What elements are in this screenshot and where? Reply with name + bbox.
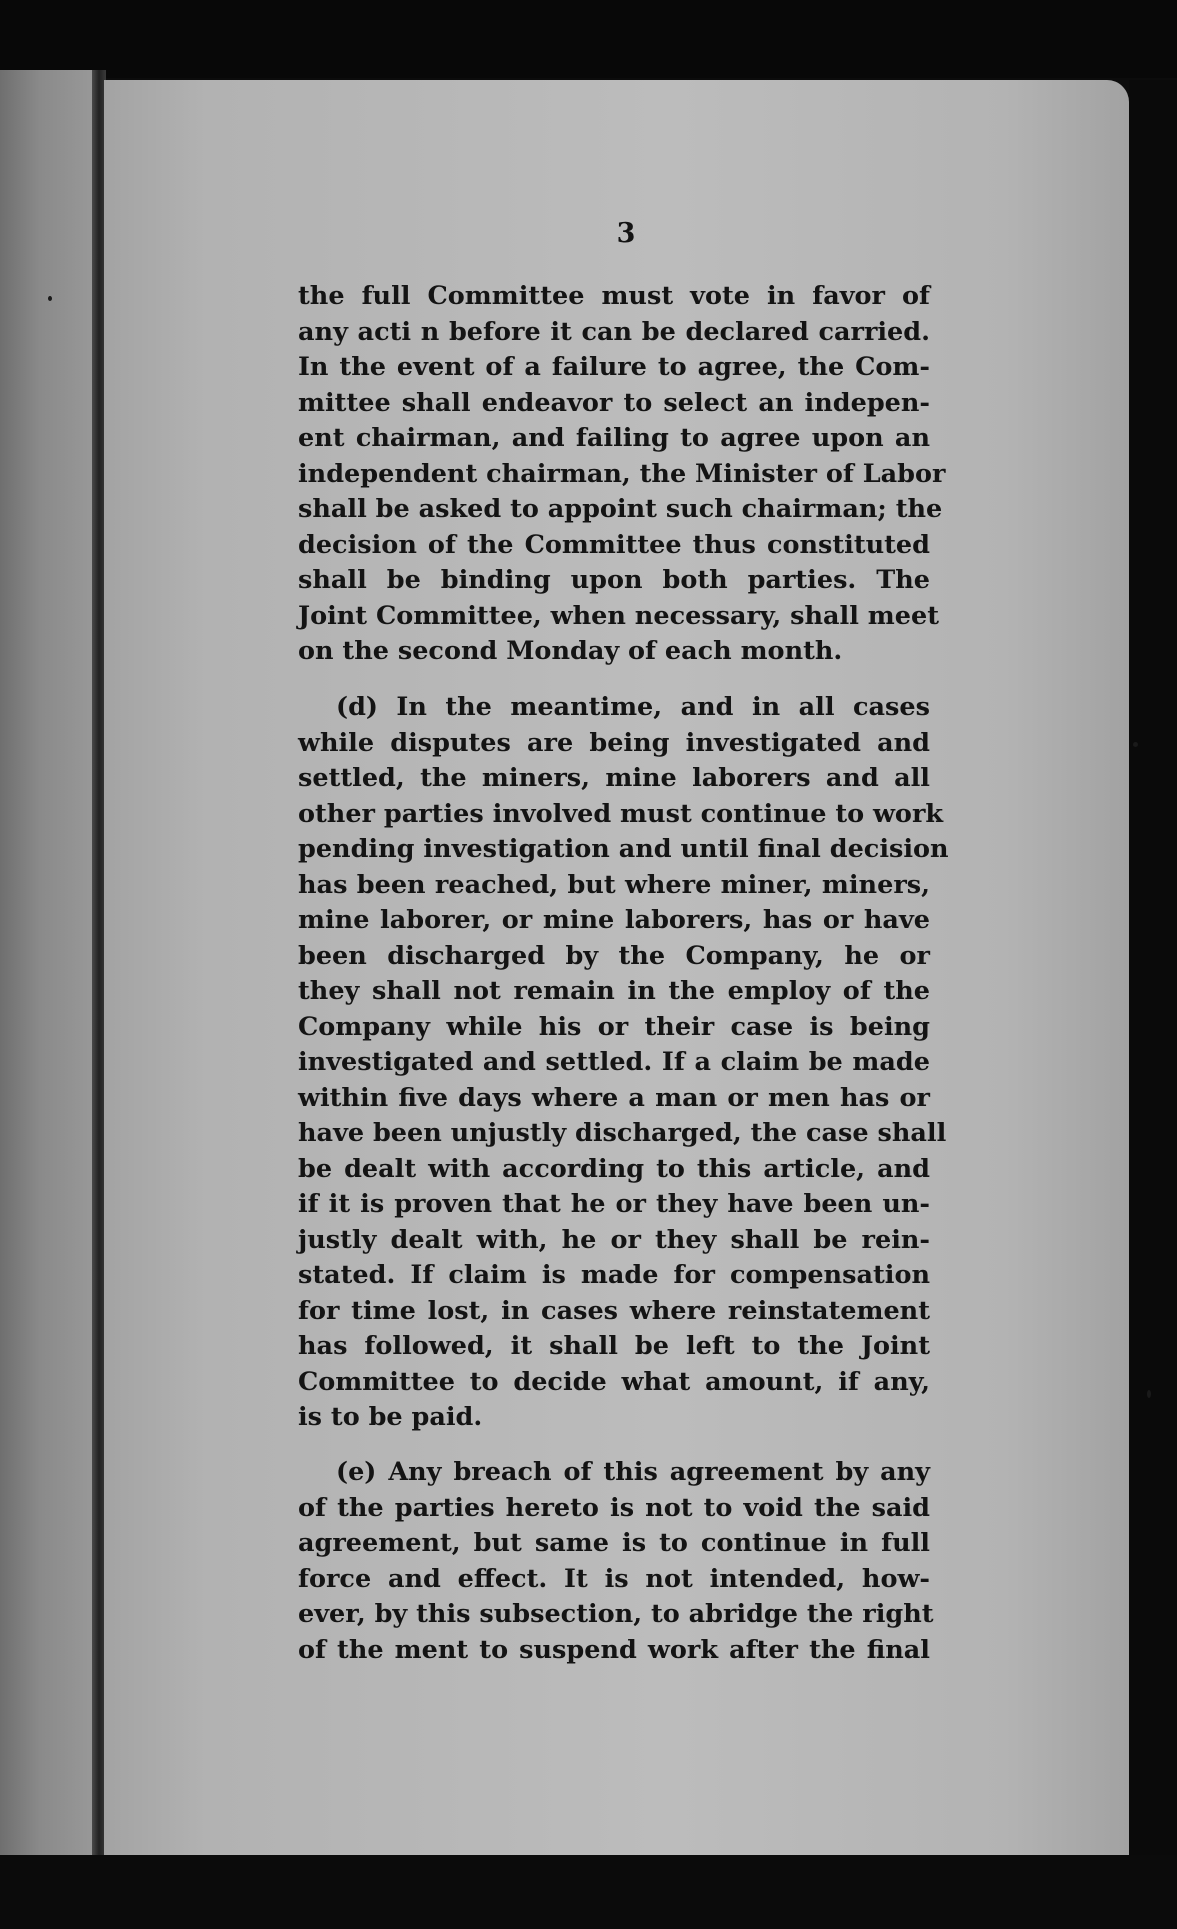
text-line: mittee shall endeavor to select an indepen- — [298, 387, 930, 418]
text-line: Joint Committee, when necessary, shall meet — [298, 600, 939, 631]
film-speck — [48, 296, 52, 301]
paragraph-e — [298, 1455, 934, 1668]
text-line: (d) In the meantime, and in all cases — [336, 692, 930, 722]
text-line: is to be paid. — [298, 1402, 483, 1432]
paragraph-d — [298, 690, 949, 1436]
text-line: independent chairman, the Minister of Labor — [298, 458, 946, 489]
text-line: been discharged by the Company, he or — [298, 940, 930, 971]
text-line: has been reached, but where miner, miners, — [298, 869, 930, 900]
text-line: any acti n before it can be declared carried. — [298, 316, 930, 347]
text-line: justly dealt with, he or they shall be rein- — [298, 1224, 930, 1255]
text-line: (e) Any breach of this agreement by any — [336, 1457, 930, 1487]
text-line: pending investigation and until final decision — [298, 834, 949, 864]
text-line: investigated and settled. If a claim be made — [298, 1047, 930, 1077]
film-speck — [1147, 1390, 1151, 1398]
text-line: ever, by this subsection, to abridge the right — [298, 1599, 934, 1629]
text-line: mine laborer, or mine laborers, has or have — [298, 905, 930, 935]
film-border-bottom — [0, 1855, 1177, 1929]
text-line: be dealt with according to this article, and — [298, 1153, 930, 1184]
text-line: other parties involved must continue to work — [298, 798, 944, 829]
text-line: In the event of a failure to agree, the Com- — [298, 352, 930, 382]
film-border-top — [0, 0, 1177, 78]
text-line: has followed, it shall be left to the Joint — [298, 1331, 930, 1361]
adjacent-page-edge — [0, 70, 100, 1870]
text-line: stated. If claim is made for compensation — [298, 1260, 930, 1290]
text-line: for time lost, in cases where reinstatement — [298, 1295, 930, 1326]
text-line: Committee to decide what amount, if any, — [298, 1366, 930, 1397]
text-line: of the parties hereto is not to void the said — [298, 1492, 930, 1523]
text-line: force and effect. It is not intended, how- — [298, 1563, 930, 1594]
text-line: shall be asked to appoint such chairman; the — [298, 494, 943, 524]
text-line: if it is proven that he or they have been un- — [298, 1189, 930, 1219]
text-line: have been unjustly discharged, the case shall — [298, 1118, 947, 1148]
text-line: Company while his or their case is being — [298, 1011, 930, 1042]
film-speck — [1133, 742, 1138, 747]
text-line: while disputes are being investigated and — [298, 727, 930, 758]
text-line: they shall not remain in the employ of the — [298, 976, 930, 1006]
text-line: ent chairman, and failing to agree upon an — [298, 423, 930, 453]
text-line: the full Committee must vote in favor of — [298, 281, 930, 311]
text-line: within five days where a man or men has or — [298, 1082, 930, 1113]
page-number: 3 — [616, 218, 636, 249]
text-line: on the second Monday of each month. — [298, 636, 843, 666]
text-line: shall be binding upon both parties. The — [298, 565, 930, 595]
text-line: settled, the miners, mine laborers and all — [298, 763, 930, 793]
film-border-right — [1129, 80, 1177, 1929]
paragraph-continuation — [298, 279, 946, 670]
text-line: agreement, but same is to continue in full — [298, 1528, 930, 1558]
text-line: of the ment to suspend work after the final — [298, 1634, 930, 1665]
text-line: decision of the Committee thus constituted — [298, 529, 930, 560]
